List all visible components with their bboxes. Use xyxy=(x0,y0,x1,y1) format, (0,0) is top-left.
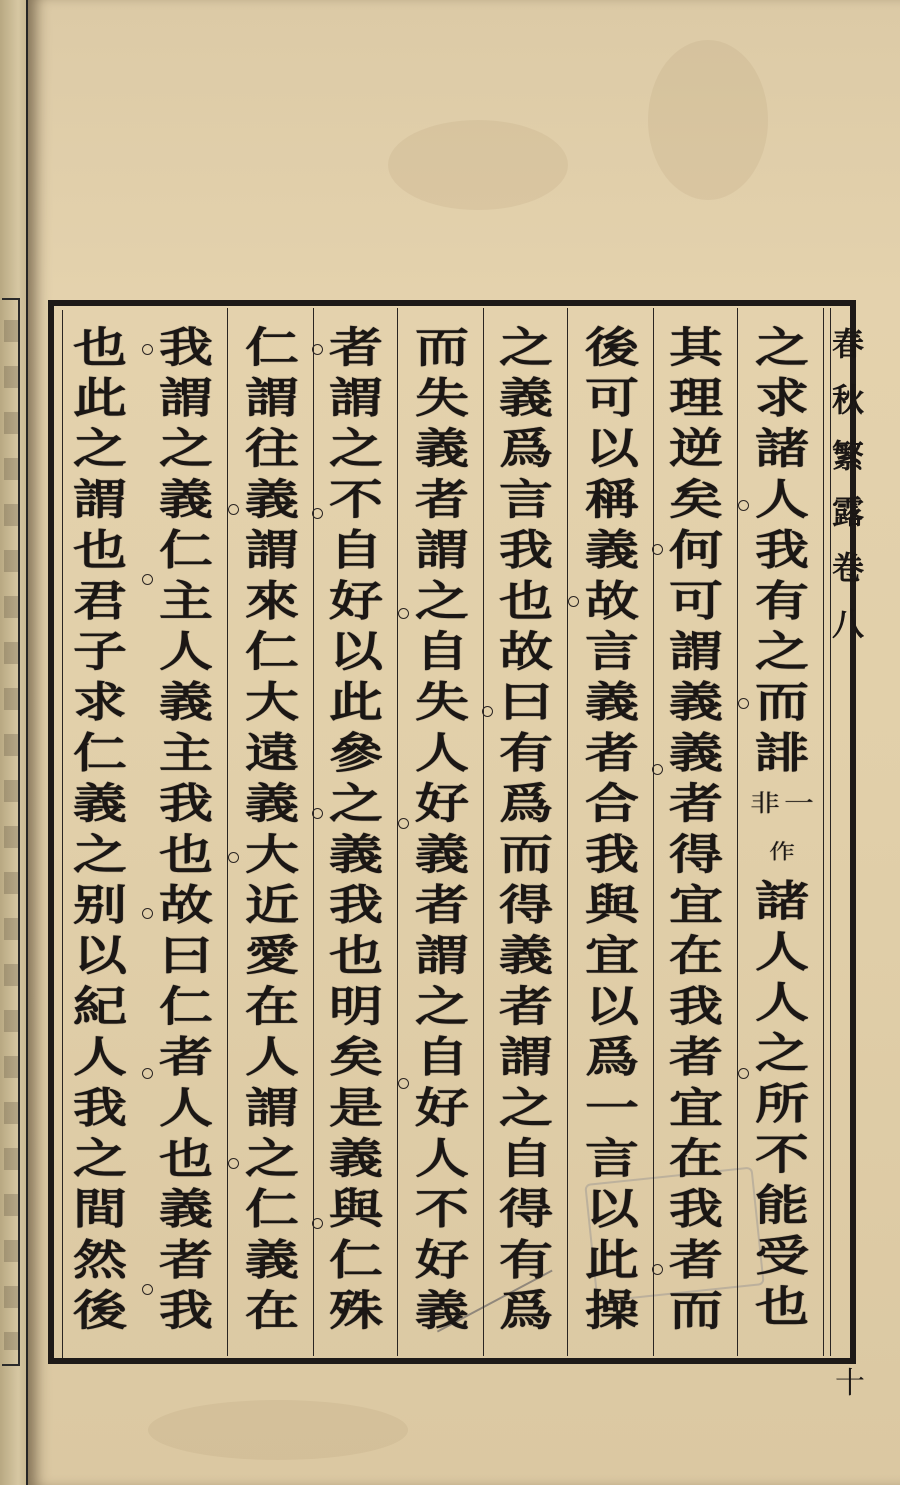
character: 逆 xyxy=(669,423,723,474)
character: 之 xyxy=(159,423,213,474)
column-characters xyxy=(245,322,299,1336)
character: 以 xyxy=(585,981,639,1032)
column-characters xyxy=(415,322,469,1336)
character: 爲 xyxy=(499,423,553,474)
column-characters xyxy=(499,322,553,1336)
reading-mark xyxy=(312,344,323,355)
character: 義 xyxy=(159,676,213,727)
character: 誹 xyxy=(755,727,809,778)
character: 愛 xyxy=(245,930,299,981)
reading-mark xyxy=(738,698,749,709)
character: 也 xyxy=(73,524,127,575)
character: 諸 xyxy=(755,423,809,474)
character: 也 xyxy=(159,1133,213,1184)
character: 謂 xyxy=(669,626,723,677)
reading-mark xyxy=(652,764,663,775)
character: 不 xyxy=(755,1129,809,1180)
reading-mark xyxy=(652,544,663,555)
character: 義 xyxy=(669,676,723,727)
character: 曰 xyxy=(499,676,553,727)
character: 好 xyxy=(329,575,383,626)
reading-mark xyxy=(738,500,749,511)
column-characters xyxy=(73,322,127,1336)
character: 間 xyxy=(73,1183,127,1234)
character: 之 xyxy=(73,423,127,474)
character: 義 xyxy=(585,676,639,727)
reading-mark xyxy=(142,1284,153,1295)
character: 受 xyxy=(755,1230,809,1281)
character: 而 xyxy=(669,1285,723,1336)
character: 仁 xyxy=(245,322,299,372)
character: 言 xyxy=(585,626,639,677)
title-character: 春 xyxy=(832,325,865,363)
character: 仁 xyxy=(159,981,213,1032)
character: 與 xyxy=(585,879,639,930)
character: 以 xyxy=(329,626,383,677)
title-character: 卷 xyxy=(832,549,865,587)
character: 我 xyxy=(585,829,639,879)
column-characters xyxy=(750,322,814,1332)
character: 以 xyxy=(585,1183,639,1234)
character: 在 xyxy=(245,1285,299,1336)
column-characters xyxy=(669,322,723,1336)
character: 何 xyxy=(669,524,723,575)
character: 者 xyxy=(669,1031,723,1082)
character: 之 xyxy=(415,981,469,1032)
character: 來 xyxy=(245,575,299,626)
column-characters xyxy=(585,322,639,1336)
character: 故 xyxy=(159,879,213,930)
character: 者 xyxy=(329,322,383,372)
character: 稱 xyxy=(585,474,639,525)
character: 往 xyxy=(245,423,299,474)
paper-stain xyxy=(648,40,768,200)
character: 得 xyxy=(499,879,553,930)
title-character: 露 xyxy=(832,493,865,531)
character: 人 xyxy=(415,1133,469,1184)
character: 之 xyxy=(755,322,809,372)
character: 謂 xyxy=(245,1082,299,1133)
character: 之 xyxy=(73,829,127,879)
text-column-7 xyxy=(230,308,314,1356)
title-character: 八 xyxy=(832,605,865,643)
character: 爲 xyxy=(499,1285,553,1336)
character: 不 xyxy=(329,474,383,525)
character: 仁 xyxy=(73,727,127,778)
column-rule xyxy=(397,308,398,1356)
character: 謂 xyxy=(245,372,299,423)
character: 義 xyxy=(415,829,469,879)
character: 義 xyxy=(329,829,383,879)
character: 與 xyxy=(329,1183,383,1234)
character: 義 xyxy=(245,778,299,829)
character: 爲 xyxy=(585,1031,639,1082)
left-page-text-fragment xyxy=(4,320,18,1350)
character: 明 xyxy=(329,981,383,1032)
character: 義 xyxy=(245,1234,299,1285)
character: 之 xyxy=(415,575,469,626)
column-characters xyxy=(329,322,383,1336)
interlinear-note xyxy=(750,778,814,829)
character: 我 xyxy=(159,778,213,829)
character: 謂 xyxy=(73,474,127,525)
character: 子 xyxy=(73,626,127,677)
character: 好 xyxy=(415,1082,469,1133)
character: 有 xyxy=(755,575,809,626)
character: 謂 xyxy=(329,372,383,423)
character: 失 xyxy=(415,676,469,727)
character: 可 xyxy=(669,575,723,626)
column-rule xyxy=(653,308,654,1356)
character: 有 xyxy=(499,1234,553,1285)
character: 義 xyxy=(585,524,639,575)
character: 主 xyxy=(159,575,213,626)
reading-mark xyxy=(738,1068,749,1079)
character: 人 xyxy=(755,977,809,1028)
reading-mark xyxy=(228,504,239,515)
text-column-6 xyxy=(314,308,398,1356)
character: 故 xyxy=(499,626,553,677)
reading-mark xyxy=(142,908,153,919)
character: 者 xyxy=(669,778,723,829)
character: 操 xyxy=(585,1285,639,1336)
character: 之 xyxy=(329,778,383,829)
reading-mark xyxy=(398,818,409,829)
character: 義 xyxy=(415,423,469,474)
character: 以 xyxy=(73,930,127,981)
character: 之 xyxy=(245,1133,299,1184)
character: 者 xyxy=(159,1234,213,1285)
character: 謂 xyxy=(499,1031,553,1082)
character: 之 xyxy=(499,322,553,372)
character: 宜 xyxy=(669,879,723,930)
reading-mark xyxy=(228,852,239,863)
character: 此 xyxy=(585,1234,639,1285)
character: 以 xyxy=(585,423,639,474)
reading-mark xyxy=(398,608,409,619)
character: 義 xyxy=(415,1285,469,1336)
reading-mark xyxy=(398,1078,409,1089)
character: 之 xyxy=(73,1133,127,1184)
character: 宜 xyxy=(585,930,639,981)
character: 矣 xyxy=(669,474,723,525)
character: 合 xyxy=(585,778,639,829)
character: 紀 xyxy=(73,981,127,1032)
character: 我 xyxy=(499,524,553,575)
character: 謂 xyxy=(159,372,213,423)
character: 然 xyxy=(73,1234,127,1285)
character: 自 xyxy=(499,1133,553,1184)
character: 人 xyxy=(159,1082,213,1133)
character: 大 xyxy=(245,829,299,879)
character: 在 xyxy=(245,981,299,1032)
character: 矣 xyxy=(329,1031,383,1082)
character: 也 xyxy=(159,829,213,879)
character: 者 xyxy=(159,1031,213,1082)
character: 别 xyxy=(73,879,127,930)
reading-mark xyxy=(652,1264,663,1275)
title-character: 繁 xyxy=(832,437,865,475)
character: 仁 xyxy=(159,524,213,575)
column-rule xyxy=(823,308,824,1356)
character: 我 xyxy=(159,322,213,372)
character: 謂 xyxy=(415,930,469,981)
character: 此 xyxy=(73,372,127,423)
character: 是 xyxy=(329,1082,383,1133)
character: 宜 xyxy=(669,1082,723,1133)
character: 失 xyxy=(415,372,469,423)
character: 我 xyxy=(329,879,383,930)
character: 義 xyxy=(669,727,723,778)
text-column-5 xyxy=(400,308,484,1356)
character: 者 xyxy=(499,981,553,1032)
character: 人 xyxy=(755,474,809,525)
note-character: 非 xyxy=(750,790,780,818)
character: 者 xyxy=(415,474,469,525)
character: 其 xyxy=(669,322,723,372)
character: 可 xyxy=(585,372,639,423)
character: 之 xyxy=(499,1082,553,1133)
character: 義 xyxy=(499,930,553,981)
character: 者 xyxy=(415,879,469,930)
paper-stain xyxy=(148,1400,408,1460)
character: 仁 xyxy=(245,626,299,677)
character: 得 xyxy=(499,1183,553,1234)
character: 也 xyxy=(499,575,553,626)
character: 好 xyxy=(415,1234,469,1285)
column-rule xyxy=(737,308,738,1356)
reading-mark xyxy=(312,1218,323,1229)
reading-mark xyxy=(312,808,323,819)
character: 義 xyxy=(159,1183,213,1234)
note-character: 作 xyxy=(768,840,795,865)
character: 自 xyxy=(329,524,383,575)
character: 此 xyxy=(329,676,383,727)
text-column-9 xyxy=(58,308,142,1356)
character: 我 xyxy=(669,1183,723,1234)
character: 能 xyxy=(755,1180,809,1230)
character: 仁 xyxy=(245,1183,299,1234)
character: 遠 xyxy=(245,727,299,778)
character: 人 xyxy=(245,1031,299,1082)
character: 也 xyxy=(329,930,383,981)
character: 人 xyxy=(415,727,469,778)
character: 者 xyxy=(585,727,639,778)
column-rule xyxy=(227,308,228,1356)
character: 我 xyxy=(73,1082,127,1133)
character: 我 xyxy=(669,981,723,1032)
character: 大 xyxy=(245,676,299,727)
paper-stain xyxy=(388,120,568,210)
column-rule xyxy=(313,308,314,1356)
note-character: 一 xyxy=(784,790,814,818)
character: 得 xyxy=(669,829,723,879)
character: 一 xyxy=(585,1082,639,1133)
character: 參 xyxy=(329,727,383,778)
character: 主 xyxy=(159,727,213,778)
reading-mark xyxy=(568,596,579,607)
column-characters xyxy=(159,322,213,1336)
reading-mark xyxy=(312,508,323,519)
reading-mark xyxy=(482,706,493,717)
book-title xyxy=(833,316,863,652)
text-column-1 xyxy=(740,308,824,1356)
character: 有 xyxy=(499,727,553,778)
title-character: 秋 xyxy=(832,381,865,419)
character: 不 xyxy=(415,1183,469,1234)
reading-mark xyxy=(228,1158,239,1169)
column-rule xyxy=(567,308,568,1356)
character: 人 xyxy=(73,1031,127,1082)
character: 後 xyxy=(585,322,639,372)
text-column-4 xyxy=(484,308,568,1356)
character: 者 xyxy=(669,1234,723,1285)
character: 自 xyxy=(415,626,469,677)
character: 義 xyxy=(245,474,299,525)
character: 好 xyxy=(415,778,469,829)
character: 也 xyxy=(755,1281,809,1332)
character: 在 xyxy=(669,1133,723,1184)
character: 求 xyxy=(73,676,127,727)
margin-title-column xyxy=(830,308,865,1401)
text-column-3 xyxy=(570,308,654,1356)
character: 諸 xyxy=(755,875,809,926)
character: 言 xyxy=(499,474,553,525)
reading-mark xyxy=(142,574,153,585)
character: 義 xyxy=(73,778,127,829)
reading-mark xyxy=(142,1068,153,1079)
character: 謂 xyxy=(415,524,469,575)
leaf-number: 十 xyxy=(835,1366,865,1401)
character: 爲 xyxy=(499,778,553,829)
character: 而 xyxy=(499,829,553,879)
character: 義 xyxy=(159,474,213,525)
character: 人 xyxy=(755,926,809,977)
text-column-2 xyxy=(654,308,738,1356)
character: 義 xyxy=(329,1133,383,1184)
column-rule xyxy=(483,308,484,1356)
character: 之 xyxy=(755,1027,809,1078)
character: 之 xyxy=(329,423,383,474)
character: 言 xyxy=(585,1133,639,1184)
character: 仁 xyxy=(329,1234,383,1285)
character: 理 xyxy=(669,372,723,423)
character: 曰 xyxy=(159,930,213,981)
character: 求 xyxy=(755,372,809,423)
character: 而 xyxy=(755,676,809,727)
character: 自 xyxy=(415,1031,469,1082)
character: 之 xyxy=(755,626,809,677)
text-columns xyxy=(18,308,814,1356)
character: 而 xyxy=(415,322,469,372)
character: 在 xyxy=(669,930,723,981)
character: 所 xyxy=(755,1078,809,1129)
character: 後 xyxy=(73,1285,127,1336)
character: 君 xyxy=(73,575,127,626)
character: 故 xyxy=(585,575,639,626)
character: 殊 xyxy=(329,1285,383,1336)
character: 我 xyxy=(159,1285,213,1336)
character: 義 xyxy=(499,372,553,423)
reading-mark xyxy=(142,344,153,355)
character: 人 xyxy=(159,626,213,677)
character: 也 xyxy=(73,322,127,372)
character: 我 xyxy=(755,524,809,575)
character: 近 xyxy=(245,879,299,930)
character: 謂 xyxy=(245,524,299,575)
text-column-8 xyxy=(144,308,228,1356)
